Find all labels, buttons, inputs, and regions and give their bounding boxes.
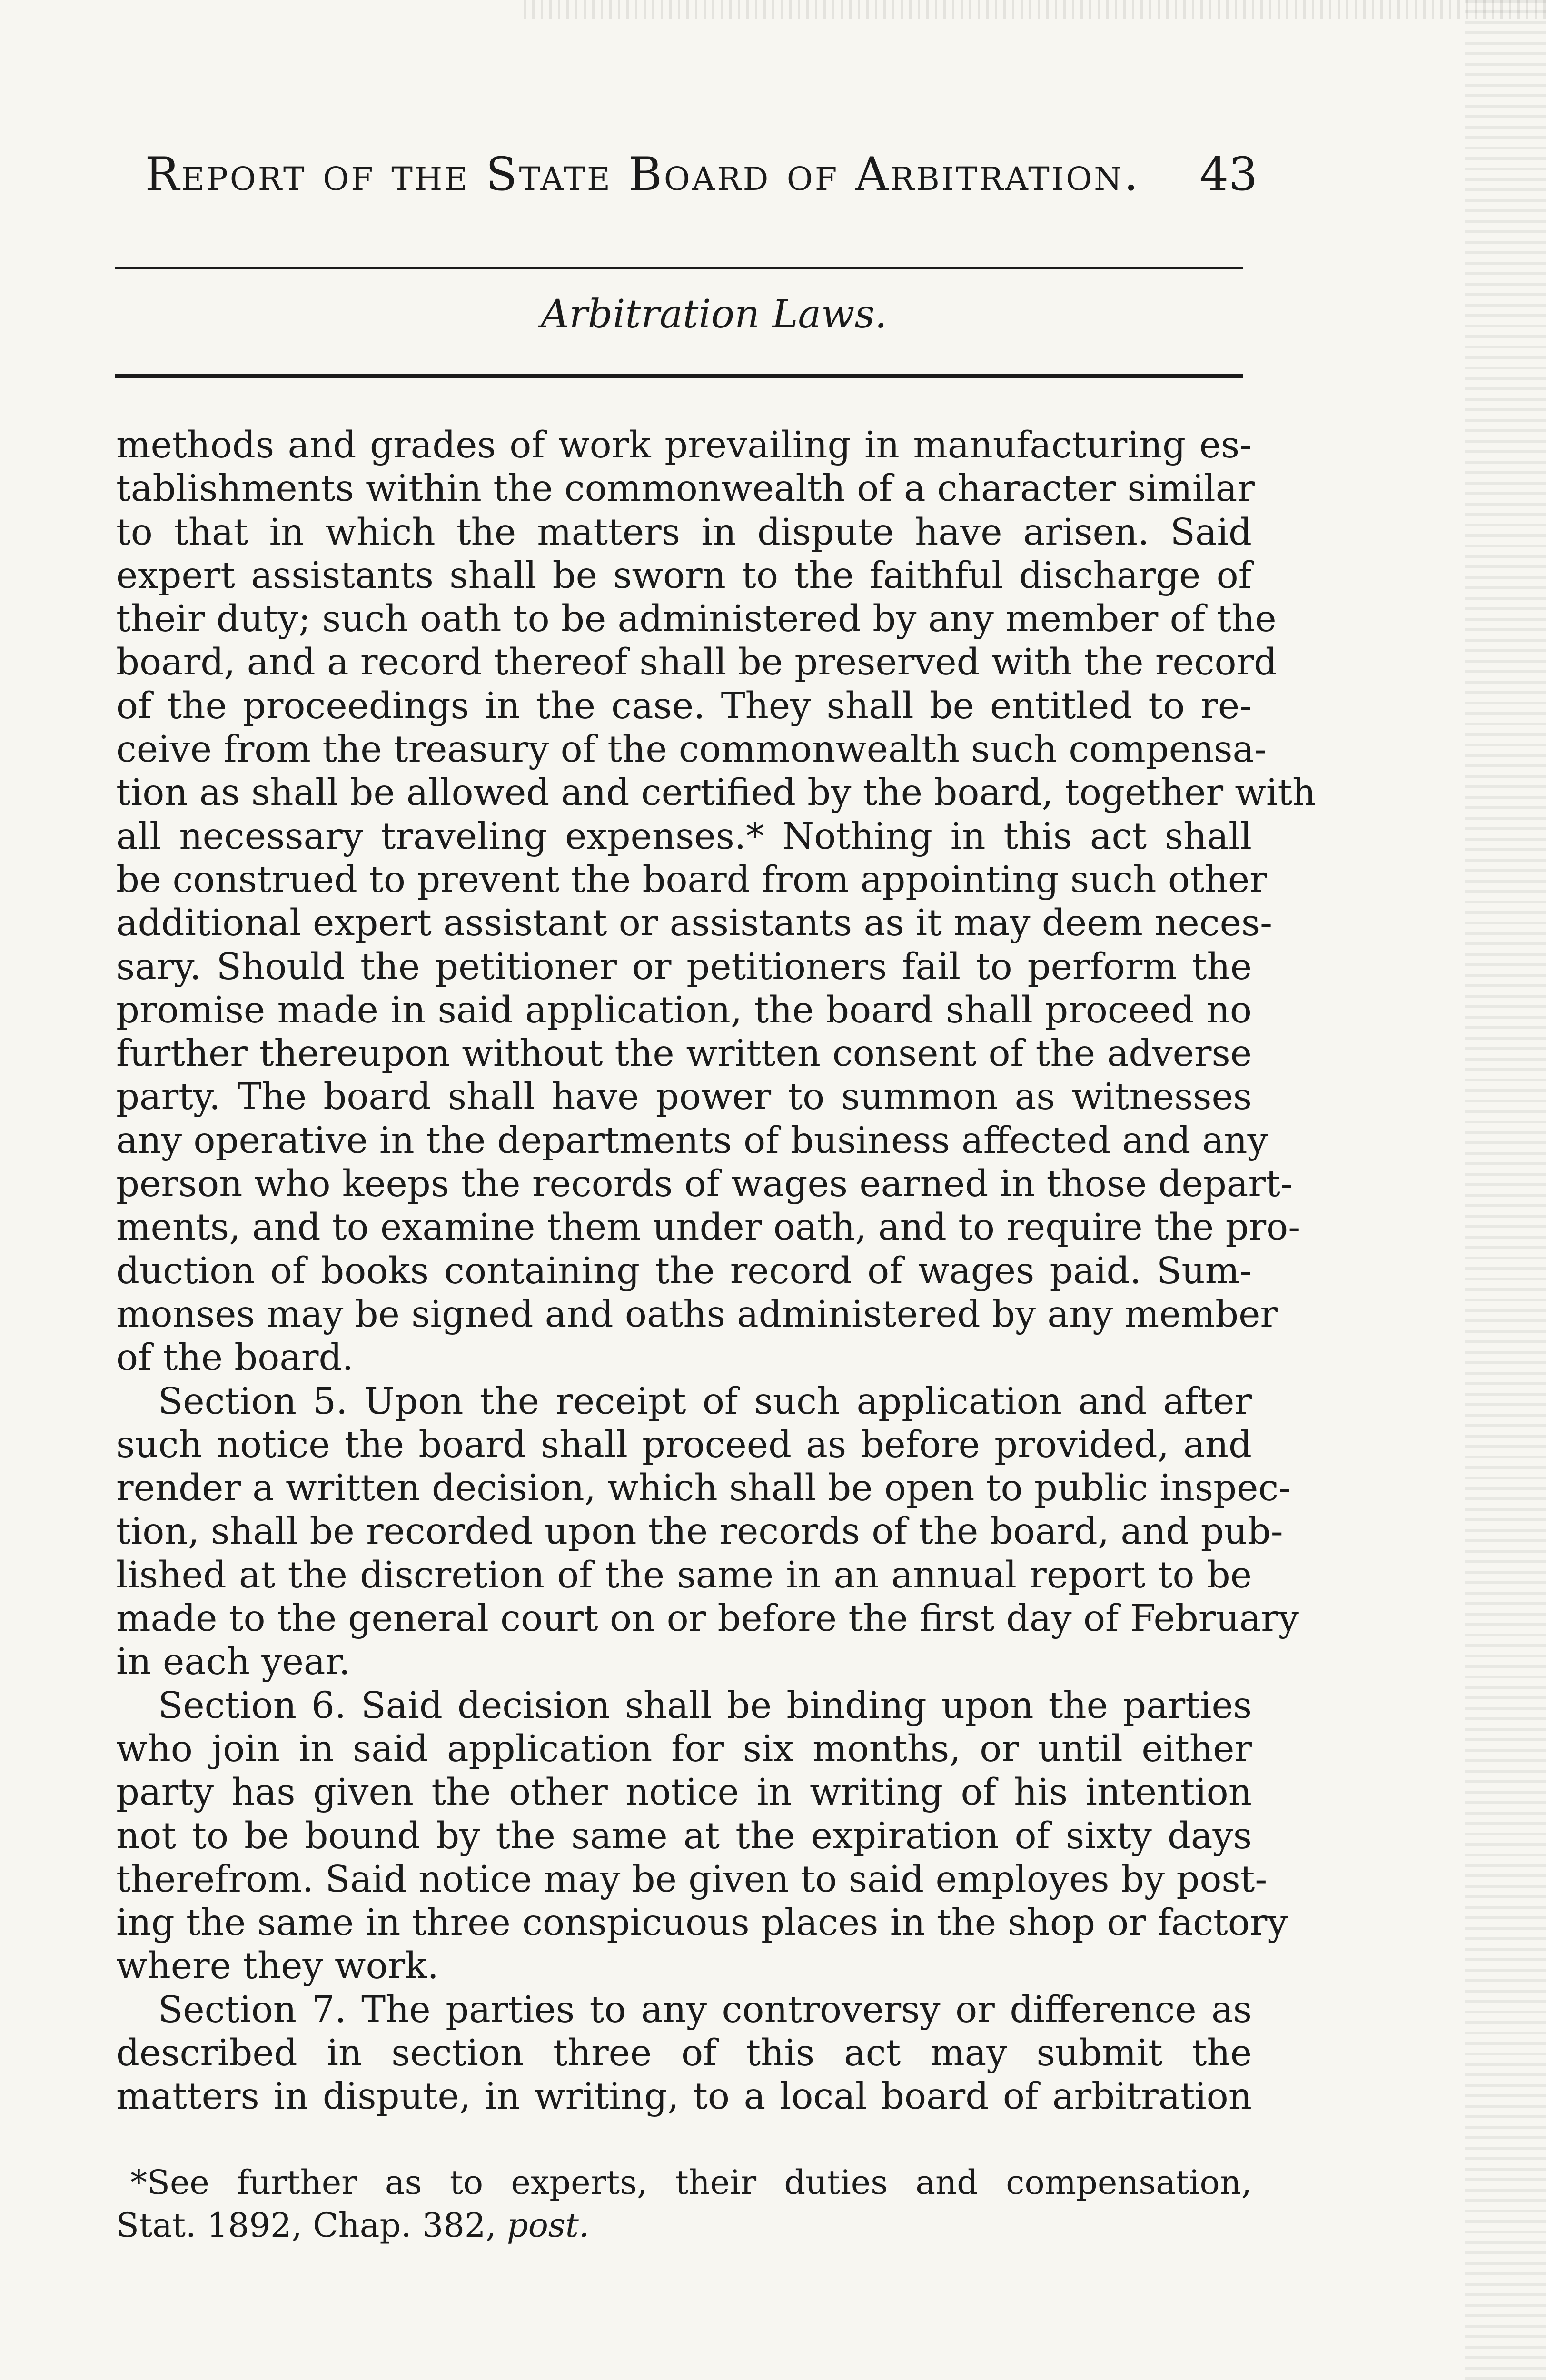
text-line: of the proceedings in the case. They shall be entitled to re- (116, 684, 1252, 727)
text-line: all necessary traveling expenses.* Nothing in this act shall (116, 815, 1252, 858)
text-line: tion as shall be allowed and certified by the board, together with (116, 772, 1316, 814)
text-line: further thereupon without the written consent of the adverse (116, 1032, 1252, 1075)
text-line: promise made in said application, the board shall proceed no (116, 989, 1252, 1031)
text-line: lished at the discretion of the same in an annual report to be (116, 1554, 1252, 1597)
body-text (116, 424, 1316, 2119)
text-line: render a written decision, which shall be open to public inspec- (116, 1467, 1291, 1510)
section-6-start: Section 6. Said decision shall be binding upon the parties (158, 1684, 1252, 1727)
section-5-start: Section 5. Upon the receipt of such application and after (158, 1380, 1252, 1423)
text-line: therefrom. Said notice may be given to said employes by post- (116, 1858, 1268, 1901)
section-title: Arbitration Laws. (541, 292, 887, 337)
text-line: be construed to prevent the board from appointing such other (116, 858, 1267, 901)
text-line: matters in dispute, in writing, to a local board of arbitration (116, 2075, 1252, 2118)
text-line: duction of books containing the record of wages paid. Sum- (116, 1250, 1252, 1292)
text-line: person who keeps the records of wages earned in those depart- (116, 1163, 1293, 1206)
footnote-citation: Stat. 1892, Chap. 382, (116, 2206, 507, 2245)
text-line: to that in which the matters in dispute have arisen. Said (116, 511, 1252, 554)
text-line: tion, shall be recorded upon the records of the board, and pub- (116, 1510, 1283, 1553)
text-line: such notice the board shall proceed as before provided, and (116, 1423, 1252, 1466)
text-line: additional expert assistant or assistants as it may deem neces- (116, 902, 1273, 945)
footnote (116, 2161, 1252, 2247)
page-number: 43 (1199, 148, 1258, 201)
footnote-line: *See further as to experts, their duties and compensation, (130, 2163, 1252, 2202)
text-line: methods and grades of work prevailing in manufacturing es- (116, 424, 1252, 466)
text-line: sary. Should the petitioner or petitioners fail to perform the (116, 945, 1252, 988)
scan-artifact-top (524, 0, 1546, 19)
text-line: of the board. (116, 1337, 354, 1379)
header-rule-bottom (115, 374, 1243, 378)
running-title: Report of the State Board of Arbitration. (145, 148, 1140, 201)
footnote-post: post. (506, 2206, 590, 2245)
text-line: made to the general court on or before the first day of February (116, 1597, 1299, 1640)
text-line: described in section three of this act may submit the (116, 2032, 1252, 2074)
scan-artifact-edge (1465, 0, 1546, 2380)
text-line: party. The board shall have power to summon as witnesses (116, 1076, 1252, 1119)
text-line: any operative in the departments of business affected and any (116, 1119, 1268, 1162)
text-line: board, and a record thereof shall be preserved with the record (116, 641, 1278, 684)
text-line: not to be bound by the same at the expiration of sixty days (116, 1815, 1252, 1857)
text-line: in each year. (116, 1641, 350, 1684)
header-rule-top (115, 267, 1243, 269)
text-line: ceive from the treasury of the commonwealth such compensa- (116, 728, 1267, 771)
text-line: ing the same in three conspicuous places in the shop or factory (116, 1902, 1288, 1944)
text-line: who join in said application for six months, or until either (116, 1727, 1252, 1770)
section-7-start: Section 7. The parties to any controversy or difference as (158, 1988, 1252, 2031)
text-line: tablishments within the commonwealth of a character similar (116, 467, 1255, 510)
text-line: monses may be signed and oaths administered by any member (116, 1293, 1278, 1336)
text-line: ments, and to examine them under oath, and to require the pro- (116, 1206, 1301, 1249)
text-line: their duty; such oath to be administered by any member of the (116, 598, 1277, 641)
text-line: where they work. (116, 1945, 439, 1988)
footnote-line (116, 2204, 1252, 2247)
text-line: expert assistants shall be sworn to the faithful discharge of (116, 554, 1252, 597)
text-line: party has given the other notice in writing of his intention (116, 1771, 1252, 1814)
